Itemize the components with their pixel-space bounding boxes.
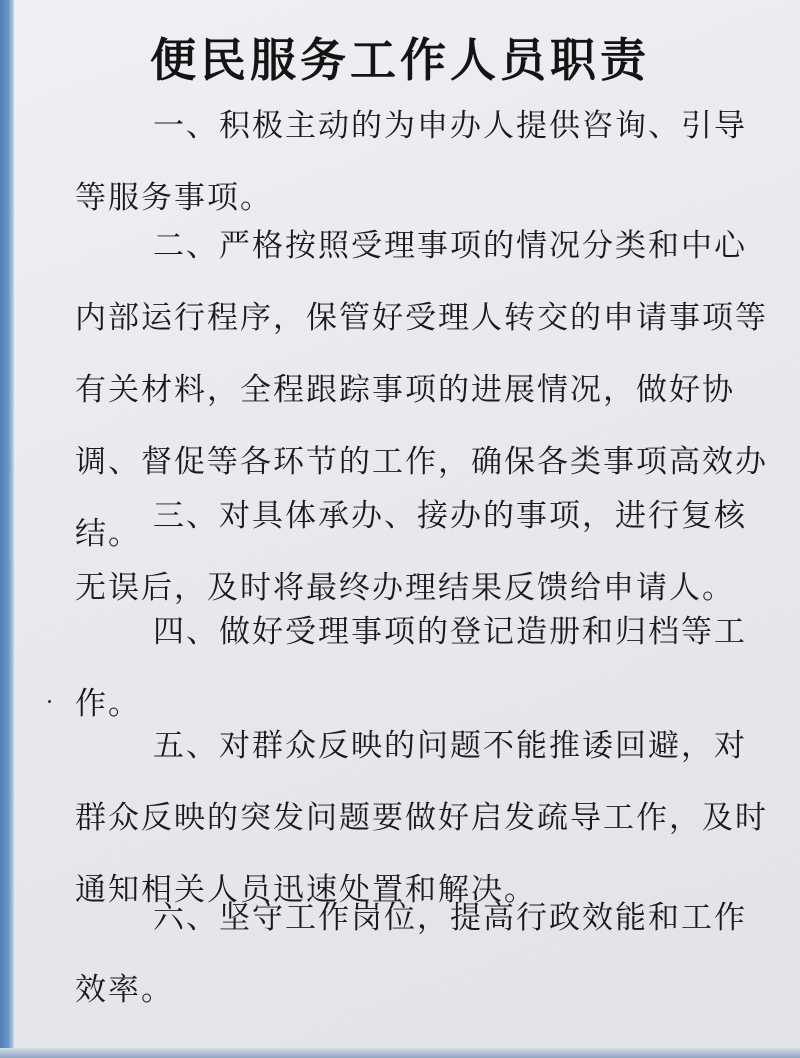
duty-paragraph-6: 六、坚守工作岗位，提高行政效能和工作效率。 — [75, 900, 747, 1008]
duty-paragraph-2: 二、严格按照受理事项的情况分类和中心内部运行程序，保管好受理人转交的申请事项等有关材料，全程跟踪事项的进展情况，做好协调、督促等各环节的工作，确保各类事项高效办结。 — [75, 228, 768, 552]
board-frame-left — [0, 0, 14, 1058]
dust-speck — [48, 700, 51, 703]
duty-paragraph-1: 一、积极主动的为申办人提供咨询、引导等服务事项。 — [75, 108, 747, 216]
duty-paragraph-3: 三、对具体承办、接办的事项，进行复核无误后，及时将最终办理结果反馈给申请人。 — [75, 498, 747, 606]
board-frame-bottom — [0, 1048, 800, 1058]
notice-title: 便民服务工作人员职责 — [150, 33, 650, 87]
duty-paragraph-4: 四、做好受理事项的登记造册和归档等工作。 — [75, 614, 747, 722]
duty-paragraph-5: 五、对群众反映的问题不能推诿回避，对群众反映的突发问题要做好启发疏导工作，及时通知相关人员迅速处置和解决。 — [75, 728, 768, 908]
